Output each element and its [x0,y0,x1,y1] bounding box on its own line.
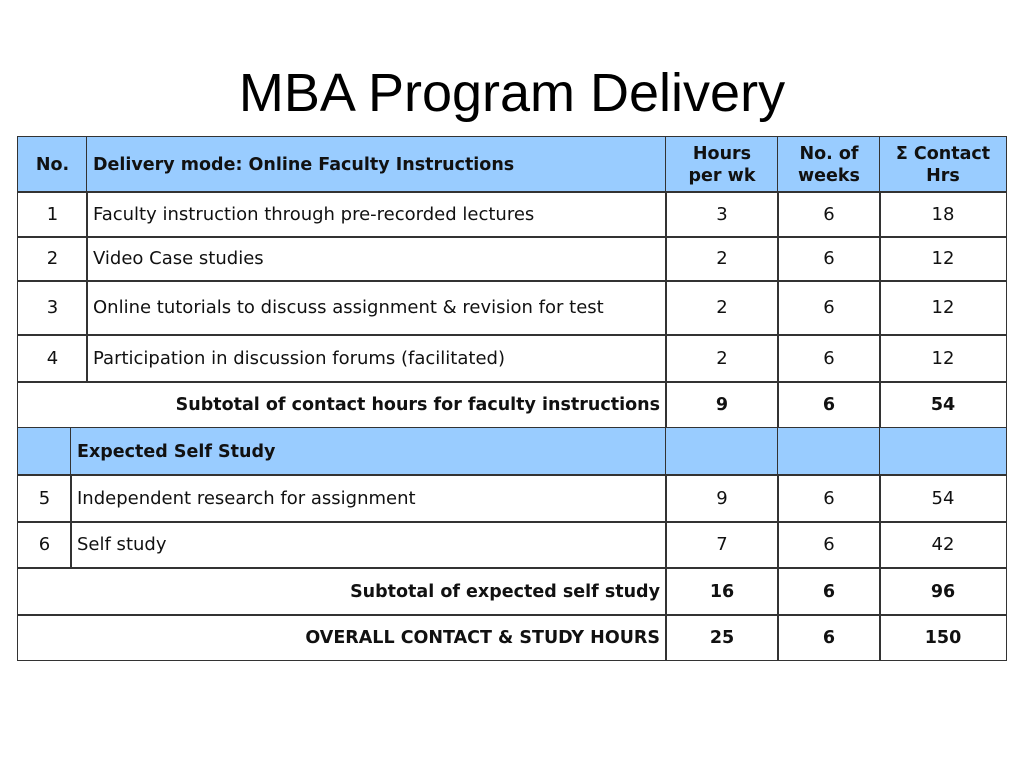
row-desc: Independent research for assignment [70,474,667,523]
self-subtotal-total: 96 [879,567,1007,616]
row-total: 18 [879,191,1007,238]
row-total: 54 [879,474,1007,523]
row-no: 6 [17,521,72,569]
self-subtotal-weeks: 6 [777,567,881,616]
overall-label: OVERALL CONTACT & STUDY HOURS [17,614,667,661]
self-header-weeks [777,427,881,476]
faculty-subtotal-label: Subtotal of contact hours for faculty instructions [17,381,667,429]
row-hours: 7 [665,521,779,569]
row-total: 12 [879,280,1007,336]
row-total: 42 [879,521,1007,569]
row-total: 12 [879,236,1007,282]
row-desc: Video Case studies [86,236,667,282]
overall-total: 150 [879,614,1007,661]
row-weeks: 6 [777,191,881,238]
self-subtotal-hours: 16 [665,567,779,616]
row-hours: 2 [665,280,779,336]
row-desc: Faculty instruction through pre-recorded lectures [86,191,667,238]
row-weeks: 6 [777,236,881,282]
self-subtotal-label: Subtotal of expected self study [17,567,667,616]
row-desc: Online tutorials to discuss assignment & revision for test [86,280,667,336]
page-title: MBA Program Delivery [238,63,786,123]
self-header-total [879,427,1007,476]
row-hours: 9 [665,474,779,523]
row-weeks: 6 [777,334,881,383]
faculty-subtotal-total: 54 [879,381,1007,429]
row-weeks: 6 [777,474,881,523]
faculty-subtotal-hours: 9 [665,381,779,429]
row-desc: Self study [70,521,667,569]
row-weeks: 6 [777,521,881,569]
row-desc: Participation in discussion forums (facilitated) [86,334,667,383]
row-hours: 2 [665,236,779,282]
row-hours: 3 [665,191,779,238]
row-weeks: 6 [777,280,881,336]
overall-hours: 25 [665,614,779,661]
row-no: 5 [17,474,72,523]
header-weeks: No. of weeks [777,136,881,193]
header-no: No. [17,136,88,193]
row-total: 12 [879,334,1007,383]
row-no: 4 [17,334,88,383]
row-hours: 2 [665,334,779,383]
self-study-header: Expected Self Study [70,427,667,476]
overall-weeks: 6 [777,614,881,661]
header-contact: Σ Contact Hrs [879,136,1007,193]
self-header-no [17,427,72,476]
row-no: 2 [17,236,88,282]
header-mode: Delivery mode: Online Faculty Instructions [86,136,667,193]
row-no: 3 [17,280,88,336]
self-header-hours [665,427,779,476]
row-no: 1 [17,191,88,238]
header-hours: Hours per wk [665,136,779,193]
faculty-subtotal-weeks: 6 [777,381,881,429]
